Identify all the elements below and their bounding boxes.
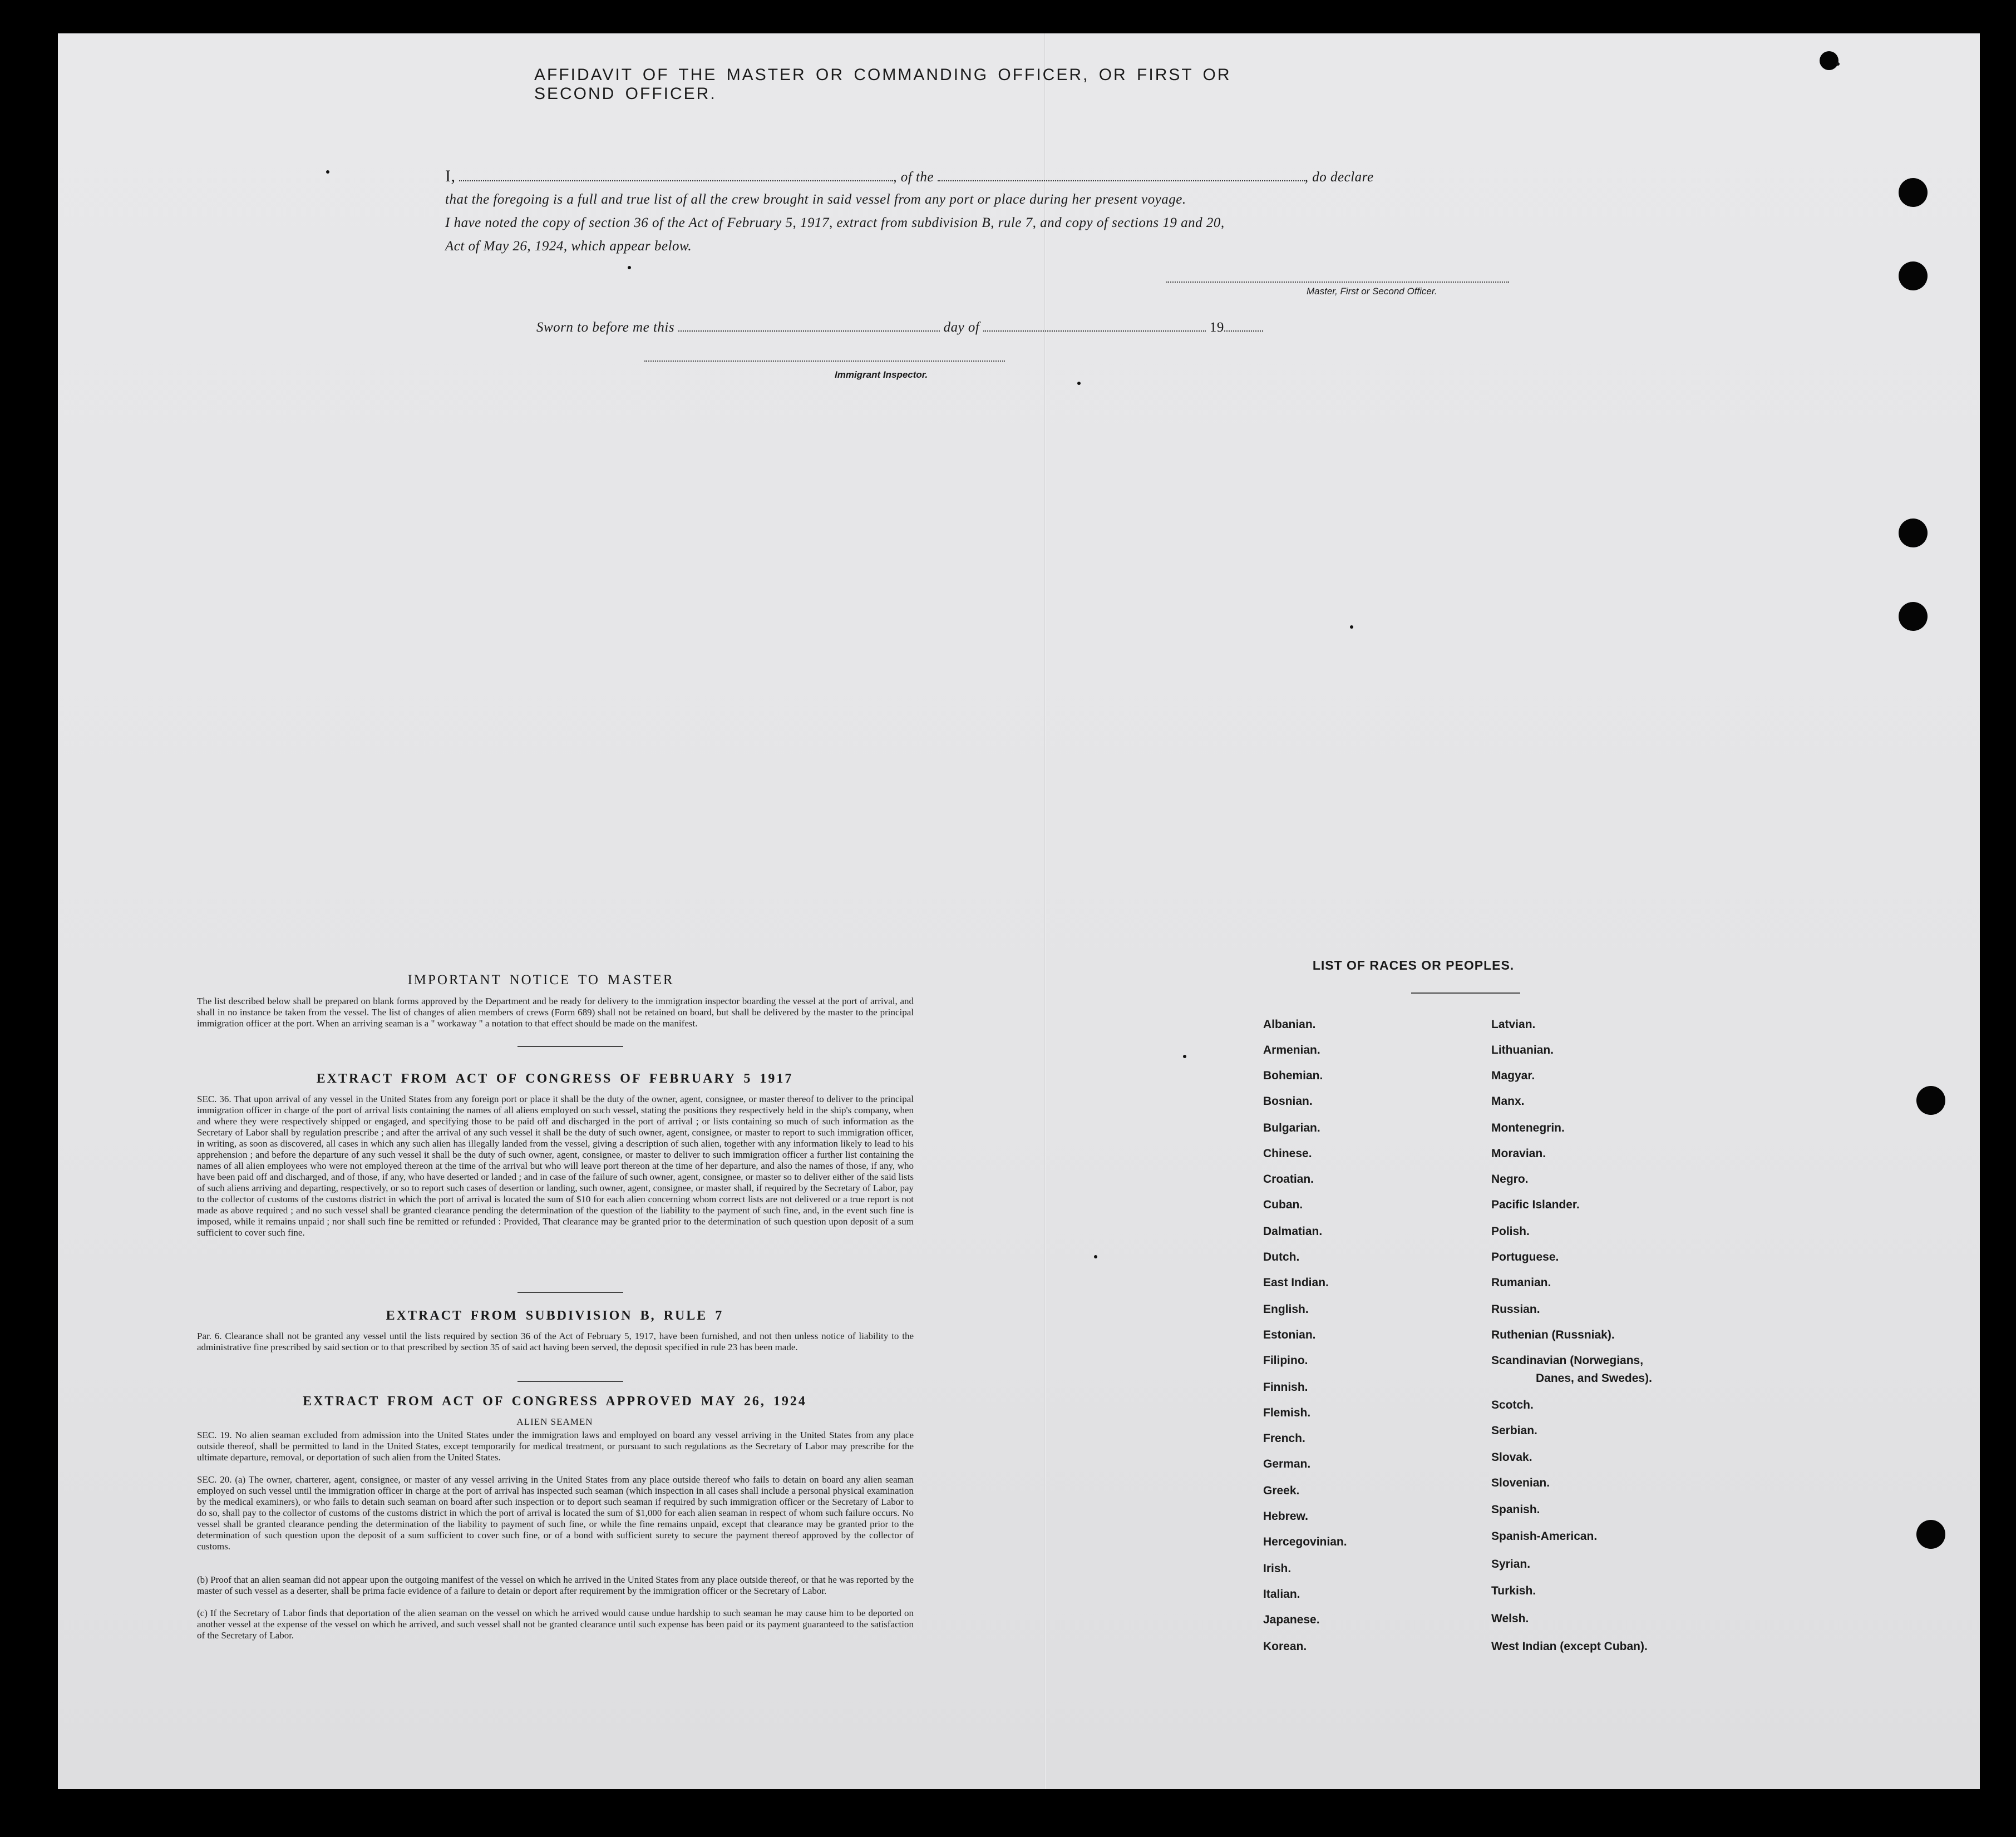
race-item: Scandinavian (Norwegians, bbox=[1491, 1354, 1644, 1367]
divider bbox=[1411, 992, 1520, 994]
page-fold bbox=[1044, 33, 1046, 1789]
speck bbox=[1077, 382, 1081, 385]
race-item: Lithuanian. bbox=[1491, 1044, 1554, 1056]
races-title: LIST OF RACES OR PEOPLES. bbox=[1312, 958, 1515, 972]
race-item: Spanish-American. bbox=[1491, 1530, 1598, 1543]
race-item: English. bbox=[1263, 1303, 1309, 1316]
race-item: Manx. bbox=[1491, 1095, 1525, 1108]
race-item: Cuban. bbox=[1263, 1198, 1303, 1211]
notice-text: The list described below shall be prepared on blank forms approved by the Department and be ready for delivery to the immigration inspector boarding the vessel at the port of arrival, and shall in no instance be taken from the vessel. The list of changes of alien members of crews (Form 689) shall not be retained on board, but shall be delivered by the master to the principal immigration officer at the port. When an arriving seaman is a " workaway " a notation to that effect should be made on the manifest. bbox=[197, 996, 914, 1029]
affidavit-declaration-line bbox=[445, 165, 1514, 189]
race-item: Armenian. bbox=[1263, 1044, 1320, 1056]
day-of-label: day of bbox=[943, 320, 980, 335]
extract-1924-title: EXTRACT FROM ACT OF CONGRESS APPROVED MAY 26, 1924 bbox=[303, 1394, 807, 1409]
race-item: Magyar. bbox=[1491, 1069, 1535, 1082]
sworn-line bbox=[536, 316, 1427, 339]
race-item: Scotch. bbox=[1491, 1399, 1534, 1411]
punch-hole bbox=[1820, 51, 1838, 70]
race-item: Turkish. bbox=[1491, 1584, 1536, 1597]
extract-1924-sec20c: (c) If the Secretary of Labor finds that deportation of the alien seaman on the vessel on which he arrived would cause undue hardship to such seaman he may cause him to be deported on another vessel at the expense of the vessel on which he arrived, and such vessel shall not be granted clearance until such expense has been paid or its payment guaranteed to the satisfaction of the Secretary of Labor. bbox=[197, 1608, 914, 1641]
race-item: East Indian. bbox=[1263, 1276, 1329, 1289]
race-item: Polish. bbox=[1491, 1225, 1530, 1238]
signature-caption: Master, First or Second Officer. bbox=[1307, 286, 1437, 297]
race-item: Pacific Islander. bbox=[1491, 1198, 1580, 1211]
sworn-label: Sworn to before me this bbox=[536, 320, 675, 335]
race-item: Welsh. bbox=[1491, 1612, 1529, 1625]
divider bbox=[517, 1381, 623, 1382]
speck bbox=[1350, 625, 1353, 629]
affidavit-line-3: I have noted the copy of section 36 of the Act of February 5, 1917, extract from subdivision B, rule 7, and copy of sections 19 and 20, bbox=[445, 215, 1225, 230]
punch-hole bbox=[1899, 261, 1928, 290]
punch-hole bbox=[1899, 518, 1928, 547]
inspector-signature-line[interactable] bbox=[644, 361, 1005, 362]
race-item: Slovak. bbox=[1491, 1451, 1532, 1464]
vessel-blank[interactable] bbox=[938, 178, 1305, 181]
punch-hole bbox=[1916, 1520, 1945, 1549]
race-item: Negro. bbox=[1491, 1173, 1529, 1186]
affidavit-line-2: that the foregoing is a full and true list of all the crew brought in said vessel from any port or place during her present voyage. bbox=[445, 192, 1186, 207]
extract-rule7-text: Par. 6. Clearance shall not be granted any vessel until the lists required by section 36 of the Act of February 5, 1917, have been furnished, and not then unless notice of liability to the administrative fine prescribed by said section or to that prescribed by section 35 of said act having been served, the deposit specified in rule 23 has been made. bbox=[197, 1331, 914, 1352]
do-declare-label: , do declare bbox=[1304, 170, 1374, 185]
divider bbox=[517, 1292, 623, 1293]
speck bbox=[326, 170, 329, 174]
race-item: Irish. bbox=[1263, 1562, 1292, 1575]
race-item: Flemish. bbox=[1263, 1406, 1311, 1419]
race-item: French. bbox=[1263, 1432, 1305, 1445]
inspector-caption: Immigrant Inspector. bbox=[835, 369, 928, 380]
sworn-month-blank[interactable] bbox=[983, 328, 1206, 332]
punch-hole bbox=[1899, 178, 1928, 207]
punch-hole bbox=[1916, 1086, 1945, 1115]
race-item: Greek. bbox=[1263, 1484, 1300, 1497]
race-item: Albanian. bbox=[1263, 1018, 1316, 1031]
speck bbox=[1094, 1255, 1097, 1258]
speck bbox=[628, 266, 631, 269]
speck bbox=[1836, 62, 1840, 66]
race-item: Syrian. bbox=[1491, 1558, 1531, 1571]
race-item: Dalmatian. bbox=[1263, 1225, 1323, 1238]
race-item: Dutch. bbox=[1263, 1251, 1300, 1263]
of-the-label: , of the bbox=[893, 170, 934, 185]
punch-hole bbox=[1899, 602, 1928, 631]
extract-1924-sec19: SEC. 19. No alien seaman excluded from admission into the United States under the immigration laws and employed on board any vessel arriving in the United States from any place outside thereof, shall be permitted to land in the United States, except temporarily for medical treatment, or pursuant to such regulations as the Secretary of Labor may prescribe for the ultimate departure, removal, or deportation of such alien from the United States. bbox=[197, 1430, 914, 1463]
race-item: Bohemian. bbox=[1263, 1069, 1323, 1082]
race-item: Italian. bbox=[1263, 1588, 1300, 1601]
race-item: Filipino. bbox=[1263, 1354, 1308, 1367]
race-item: Croatian. bbox=[1263, 1173, 1314, 1186]
affidavit-line-4: Act of May 26, 1924, which appear below. bbox=[445, 239, 692, 254]
race-item: Danes, and Swedes). bbox=[1536, 1372, 1652, 1385]
race-item: German. bbox=[1263, 1458, 1311, 1470]
race-item: Estonian. bbox=[1263, 1329, 1316, 1341]
signature-line[interactable] bbox=[1166, 282, 1509, 283]
race-item: West Indian (except Cuban). bbox=[1491, 1640, 1648, 1653]
extract-1917-title: EXTRACT FROM ACT OF CONGRESS OF FEBRUARY 5 1917 bbox=[316, 1071, 793, 1086]
year-blank[interactable] bbox=[1224, 328, 1263, 332]
race-item: Korean. bbox=[1263, 1640, 1307, 1653]
race-item: Rumanian. bbox=[1491, 1276, 1551, 1289]
extract-rule7-title: EXTRACT FROM SUBDIVISION B, RULE 7 bbox=[386, 1308, 724, 1323]
year-prefix: 19 bbox=[1209, 320, 1224, 335]
extract-1917-text: SEC. 36. That upon arrival of any vessel in the United States from any foreign port or place it shall be the duty of the owner, agent, consignee, or master thereof to deliver to the principal immigration officer in charge of the port of arrival lists containing the names of all aliens employed on such vessel, stating the positions they respectively held in the ship's company, when and where they were respectively shipped or engaged, and specifying those to be paid off and discharged in the port of arrival ; or lists containing so much of such information as the Secretary of Labor shall by regulation prescribe ; and after the arrival of any such vessel it shall be the duty of such owner, agent, consignee, or master to report to such immigration officer, in writing, as soon as discovered, all cases in which any such alien has illegally landed from the vessel, giving a description of such alien, together with any information likely to lead to his apprehension ; and before the departure of any such vessel it shall be the duty of such owner, agent, consignee, or master to deliver to such immigration officer a further list containing the names of all alien employees who were not employed thereon at the time of the arrival but who will leave port thereon at the time of her departure, and also the names of those, if any, who have been paid off and discharged, and of those, if any, who have deserted or landed ; and in case of the failure of such owner, agent, consignee, or master so to deliver either of the said lists of such aliens arriving and departing, respectively, or so to report such cases of desertion or landing, such owner, agent, consignee, or master shall, if required by the Secretary of Labor, pay to the collector of customs of the customs district in which the port of arrival is located the sum of $10 for each alien concerning whom correct lists are not delivered or a true report is not made as above required ; and no such vessel shall be granted clearance pending the determination of the question of the liability to the payment of such fine, and, in the event such fine is imposed, while it remains unpaid ; nor shall such fine be remitted or refunded : Provided, That clearance may be granted prior to the determination of such question upon deposit of a sum sufficient to cover such fine. bbox=[197, 1094, 914, 1238]
speck bbox=[1183, 1055, 1186, 1058]
name-blank[interactable] bbox=[459, 178, 893, 181]
i-label: I, bbox=[445, 167, 456, 185]
extract-1924-subtitle: ALIEN SEAMEN bbox=[516, 1416, 593, 1427]
race-item: Russian. bbox=[1491, 1303, 1540, 1316]
race-item: Finnish. bbox=[1263, 1381, 1308, 1394]
race-item: Spanish. bbox=[1491, 1503, 1540, 1516]
extract-1924-sec20b: (b) Proof that an alien seaman did not appear upon the outgoing manifest of the vessel on which he arrived in the United States from any place outside thereof, or that he was reported by the master of such vessel as a deserter, shall be prima facie evidence of a failure to detain or deport after requirement by the immigration officer or the Secretary of Labor. bbox=[197, 1574, 914, 1596]
extract-1924-sec20a: SEC. 20. (a) The owner, charterer, agent, consignee, or master of any vessel arriving in the United States from any place outside thereof who fails to detain on board any alien seaman employed on such vessel until the immigration officer in charge at the port of arrival has inspected such seaman (which inspection in all cases shall include a personal physical examination by the medical examiners), or who fails to detain such seaman on board after such inspection or to deport such seaman if required by such immigration officer or the Secretary of Labor to do so, shall pay to the collector of customs of the customs district in which the port of arrival is located the sum of $1,000 for each alien seaman in respect of whom such failure occurs. No vessel shall be granted clearance pending the determination of the liability to payment of such fine, or while the fine remains unpaid, except that clearance may be granted prior to the determination of such question upon the deposit of a sum sufficient to cover such fine, or of a bond with sufficient surety to secure the payment thereof approved by the collector of customs. bbox=[197, 1474, 914, 1552]
race-item: Bulgarian. bbox=[1263, 1122, 1320, 1134]
affidavit-title: AFFIDAVIT OF THE MASTER OR COMMANDING OFFICER, OR FIRST OR SECOND OFFICER. bbox=[534, 66, 1231, 103]
divider bbox=[517, 1046, 623, 1047]
race-item: Portuguese. bbox=[1491, 1251, 1559, 1263]
race-item: Latvian. bbox=[1491, 1018, 1536, 1031]
race-item: Chinese. bbox=[1263, 1147, 1312, 1160]
race-item: Ruthenian (Russniak). bbox=[1491, 1329, 1615, 1341]
notice-title: IMPORTANT NOTICE TO MASTER bbox=[407, 972, 674, 987]
race-item: Bosnian. bbox=[1263, 1095, 1313, 1108]
race-item: Moravian. bbox=[1491, 1147, 1546, 1160]
race-item: Hercegovinian. bbox=[1263, 1535, 1347, 1548]
race-item: Japanese. bbox=[1263, 1613, 1320, 1626]
sworn-day-blank[interactable] bbox=[678, 328, 940, 332]
race-item: Hebrew. bbox=[1263, 1510, 1308, 1523]
race-item: Montenegrin. bbox=[1491, 1122, 1565, 1134]
race-item: Slovenian. bbox=[1491, 1476, 1550, 1489]
race-item: Serbian. bbox=[1491, 1424, 1537, 1437]
